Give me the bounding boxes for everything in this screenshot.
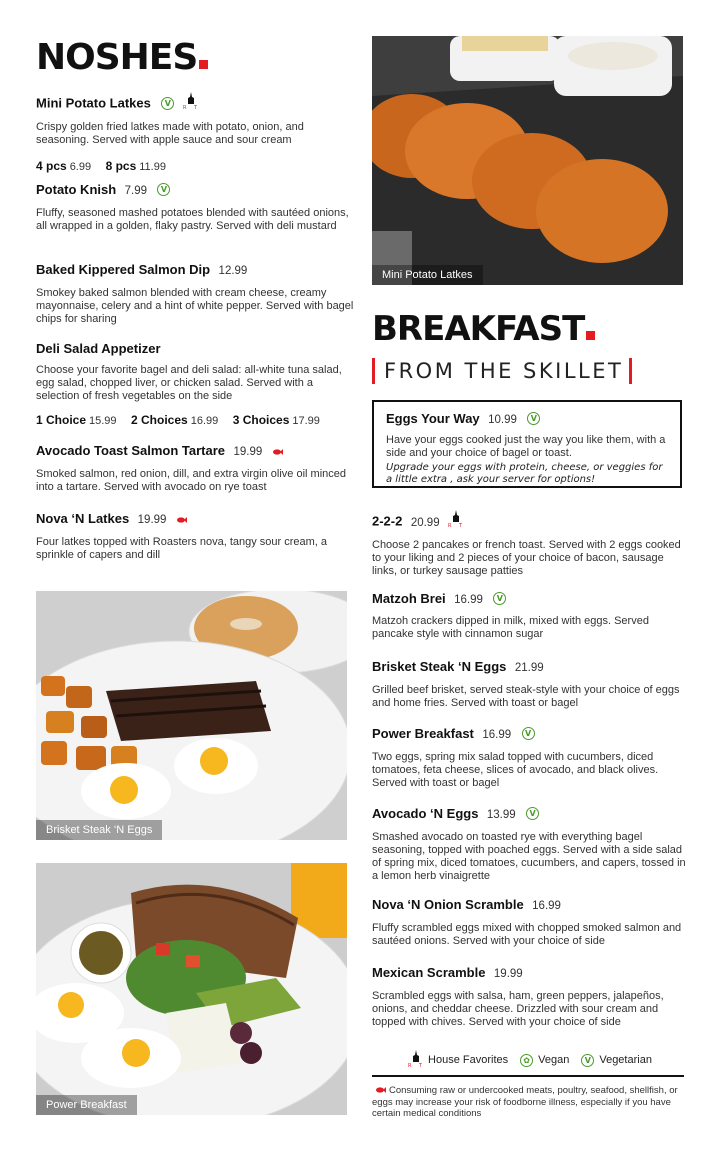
svg-text:R: R	[448, 523, 452, 528]
legend-vegetarian: V Vegetarian	[581, 1054, 652, 1067]
price-options: 1 Choice 15.99 2 Choices 16.99 3 Choices 17.99	[36, 412, 320, 427]
item-description: Choose your favorite bagel and deli salad: all-white tuna salad, egg salad, chopped liver, or chicken salad. Served with a selection of fresh vegetables on the side	[36, 364, 342, 402]
latkes-illustration	[372, 36, 683, 285]
power-breakfast-photo	[36, 863, 347, 1115]
legend	[372, 1045, 684, 1077]
item-description: Scrambled eggs with salsa, ham, green peppers, jalapeños, onions, and cheddar cheese. Drizzled with sour cream and topped with chives. Served with your choice of side	[372, 990, 664, 1028]
menu-item-power-breakfast	[372, 725, 690, 790]
breakfast-title: BREAKFAST	[372, 312, 595, 346]
menu-item-brisket	[372, 658, 690, 710]
noshes-title: NOSHES	[36, 40, 208, 76]
breakfast-subtitle: FROM THE SKILLET	[372, 358, 632, 384]
item-price: 12.99	[218, 265, 248, 277]
vegetarian-icon: V	[526, 807, 539, 820]
vegetarian-icon: V	[161, 97, 174, 110]
item-description: Smokey baked salmon blended with cream cheese, creamy mayonnaise, celery and a hint of white pepper. Served with bagel chips for sharing	[36, 287, 354, 325]
item-price: 19.99	[137, 514, 167, 527]
item-price: 20.99	[410, 516, 440, 529]
legend-vegan: ✿ Vegan	[520, 1054, 569, 1067]
menu-item-avocado-tartare	[36, 442, 356, 494]
item-description: Two eggs, spring mix salad topped with cucumbers, diced tomatoes, feta cheese, slices of avocado, and black olives. Served with toast or bagel	[372, 751, 659, 789]
item-name: Eggs Your Way	[386, 411, 480, 426]
svg-text:R: R	[408, 1062, 412, 1068]
item-name: Power Breakfast	[372, 726, 474, 741]
red-dot-icon	[586, 331, 595, 340]
item-price: 16.99	[454, 594, 483, 606]
power-breakfast-illustration	[36, 863, 347, 1115]
brisket-photo	[36, 591, 347, 840]
red-dot-icon	[199, 60, 208, 69]
raw-food-disclaimer: Consuming raw or undercooked meats, poultry, seafood, shellfish, or eggs may increase your risk of foodborne illness, especially if you have certain medical conditions	[372, 1085, 678, 1119]
item-description: Crispy golden fried latkes made with potato, onion, and seasoning. Served with apple sauce and sour cream	[36, 121, 304, 146]
raw-fish-icon	[177, 510, 187, 528]
house-favorite-icon	[183, 92, 199, 115]
menu-item-nova-latkes	[36, 510, 356, 562]
item-description: Fluffy, seasoned mashed potatoes blended with sautéed onions, all wrapped in a golden, flaky pastry. Served with deli mustard	[36, 207, 349, 232]
photo-caption: Brisket Steak ‘N Eggs	[36, 820, 162, 840]
item-name: Nova ‘N Latkes	[36, 511, 130, 527]
price-options: 4 pcs 6.99 8 pcs 11.99	[36, 158, 166, 173]
item-price: 7.99	[124, 185, 148, 197]
house-favorite-icon	[448, 510, 464, 533]
item-price: 16.99	[532, 900, 561, 912]
legend-house-favorites: R T House Favorites	[404, 1050, 508, 1071]
menu-item-nova-scramble	[372, 896, 690, 948]
menu-item-mini-latkes	[36, 92, 356, 175]
item-description: Choose 2 pancakes or french toast. Served with 2 eggs cooked to your liking and 2 pieces of your choice of bacon, sausage links, or turkey sausage patties	[372, 539, 681, 577]
item-description: Matzoh crackers dipped in milk, mixed with eggs. Served pancake style with cinnamon sugar	[372, 615, 649, 640]
eggs-your-way-box	[372, 400, 682, 488]
subtitle-bar-left	[372, 358, 375, 384]
item-description: Have your eggs cooked just the way you like them, with a side and your choice of bagel or toast.	[386, 434, 666, 459]
brisket-illustration	[36, 591, 347, 840]
vegetarian-icon: V	[157, 183, 170, 196]
item-price: 21.99	[514, 662, 544, 674]
item-name: Avocado Toast Salmon Tartare	[36, 443, 226, 459]
item-description: Smoked salmon, red onion, dill, and extra virgin olive oil minced into a tartare. Served with avocado on rye toast	[36, 468, 346, 494]
subtitle-bar-right	[629, 358, 632, 384]
svg-text:T: T	[193, 105, 197, 110]
item-name: Deli Salad Appetizer	[36, 341, 161, 356]
menu-item-knish	[36, 181, 356, 233]
house-favorite-icon	[408, 1050, 424, 1071]
item-name: 2-2-2	[372, 513, 403, 529]
item-name: Mini Potato Latkes	[36, 95, 151, 111]
upgrade-note: Upgrade your eggs with protein, cheese, or veggies for a little extra , ask your server for options!	[386, 461, 663, 486]
vegetarian-icon: V	[527, 412, 540, 425]
menu-item-mexican-scramble	[372, 964, 690, 1029]
vegetarian-icon: V	[522, 727, 535, 740]
item-name: Nova ‘N Onion Scramble	[372, 897, 524, 912]
item-description: Grilled beef brisket, served steak-style with your choice of eggs and home fries. Served with toast or bagel	[372, 684, 680, 709]
menu-item-avocado-eggs	[372, 805, 690, 883]
photo-caption: Mini Potato Latkes	[372, 265, 483, 285]
item-name: Avocado ‘N Eggs	[372, 806, 479, 821]
item-name: Matzoh Brei	[372, 591, 446, 606]
menu-item-222	[372, 510, 690, 578]
vegan-icon: ✿	[520, 1054, 533, 1067]
vegetarian-icon: V	[581, 1054, 594, 1067]
item-price: 19.99	[493, 968, 523, 980]
photo-caption: Power Breakfast	[36, 1095, 137, 1115]
raw-fish-icon	[273, 442, 283, 460]
raw-fish-icon	[376, 1085, 386, 1096]
item-description: Four latkes topped with Roasters nova, tangy sour cream, a sprinkle of capers and dill	[36, 536, 328, 562]
menu-item-matzoh-brei	[372, 590, 690, 641]
vegetarian-icon: V	[493, 592, 506, 605]
item-name: Mexican Scramble	[372, 965, 486, 980]
latkes-photo	[372, 36, 683, 285]
svg-text:R: R	[182, 105, 187, 110]
item-price: 10.99	[488, 414, 517, 426]
menu-item-salmon-dip	[36, 261, 356, 326]
item-price: 16.99	[482, 729, 512, 741]
item-description: Fluffy scrambled eggs mixed with chopped smoked salmon and sautéed onions. Served with your choice of side	[372, 922, 682, 947]
item-name: Baked Kippered Salmon Dip	[36, 262, 211, 277]
item-price: 13.99	[486, 809, 516, 821]
item-description: Smashed avocado on toasted rye with everything bagel seasoning, topped with poached eggs. Served with a side salad of spring mix, diced tomatoes, cucumbers, and capers, tossed in a lemon herb vinaigrette	[372, 831, 686, 882]
item-name: Potato Knish	[36, 182, 117, 197]
svg-text:T: T	[419, 1062, 423, 1068]
item-price: 19.99	[233, 446, 263, 459]
menu-item-deli-salad	[36, 341, 356, 429]
item-name: Brisket Steak ‘N Eggs	[372, 659, 507, 674]
svg-text:T: T	[459, 523, 463, 528]
